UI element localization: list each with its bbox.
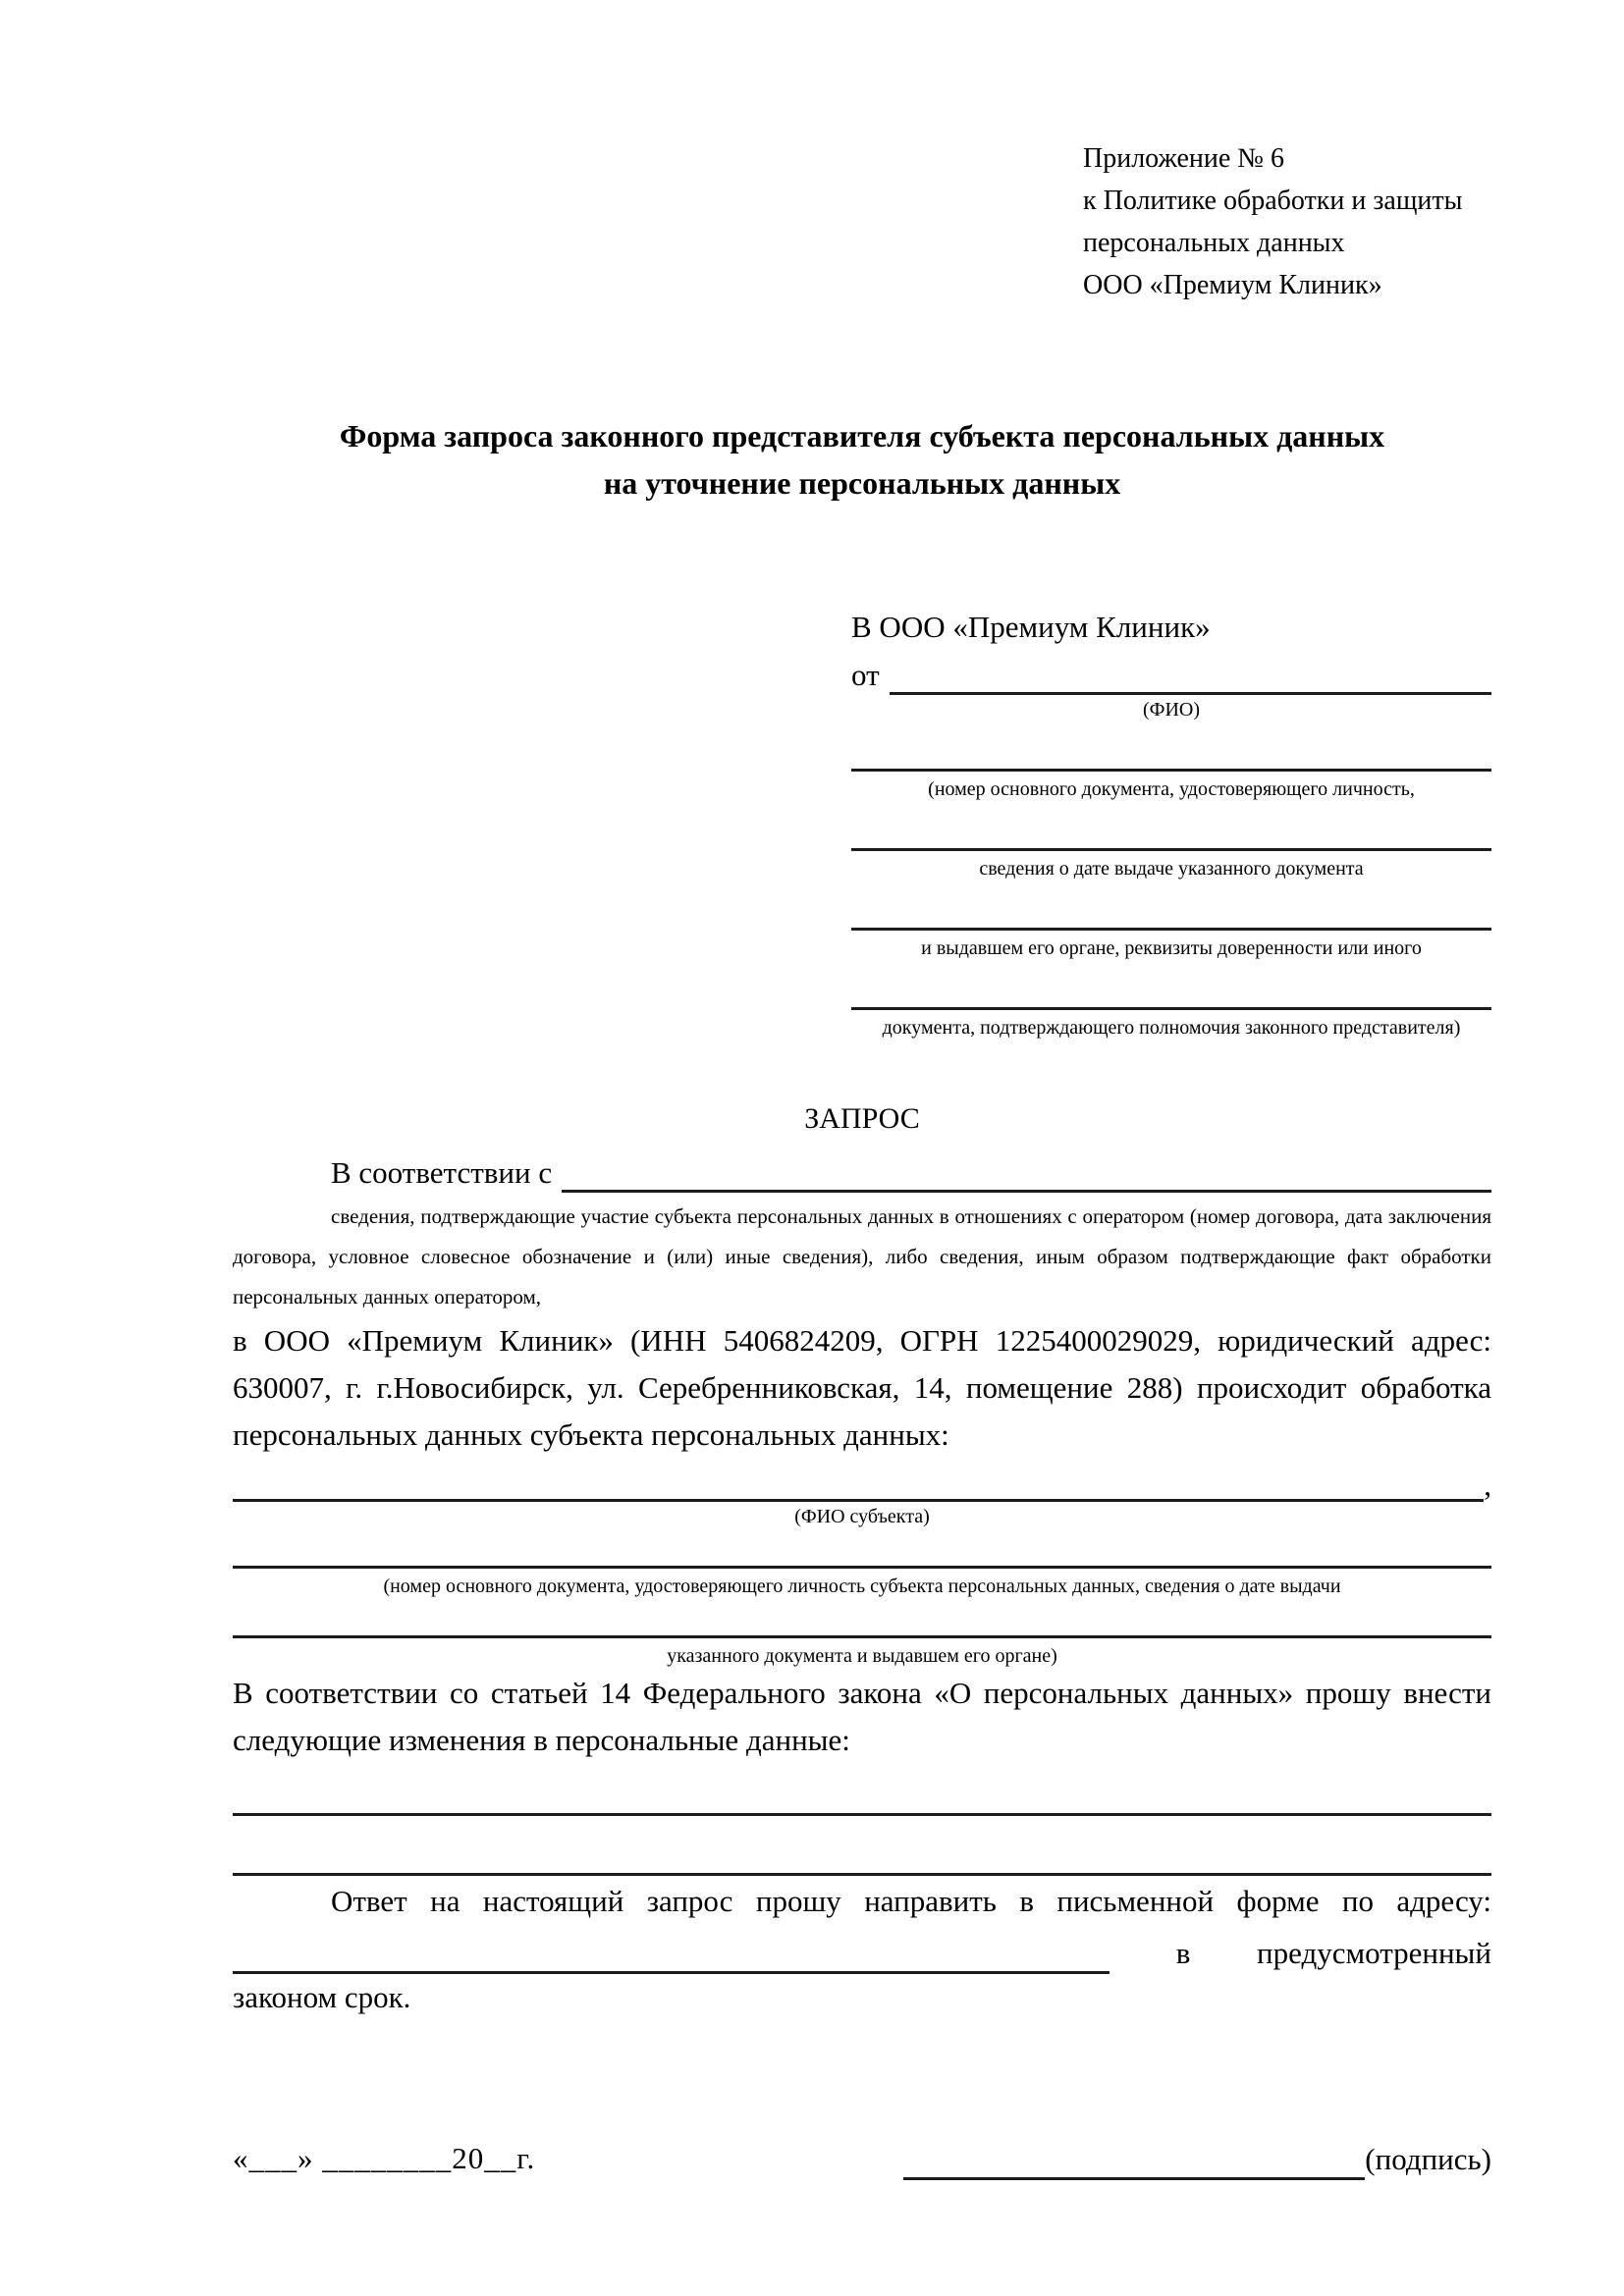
doc-number-field: [851, 747, 1491, 801]
subject-line-suffix: ,: [1484, 1468, 1491, 1502]
subject-fio-fill-line: [233, 1463, 1484, 1502]
answer-line-2: [233, 1925, 1491, 1974]
document-title-line: на уточнение персональных данных: [603, 465, 1121, 501]
annex-line: ООО «Премиум Клиник»: [1083, 270, 1382, 300]
fill-line: [851, 906, 1491, 931]
addressee-from-row: [851, 650, 1491, 695]
accordance-note: сведения, подтверждающие участие субъекта персональных данных в отношениях с оператором (номер договора, дата заключения договора, условное словесное обозначение и (или) иные сведения), либо сведения, иным образом подтверждающие факт обработки персональных данных оператором,: [233, 1204, 1491, 1308]
fill-line: [233, 1540, 1491, 1569]
from-label: от: [851, 658, 880, 692]
footer-row: [233, 2137, 1491, 2180]
signature-fill-line: [903, 2140, 1365, 2180]
subject-fio-row: [233, 1459, 1491, 1502]
changes-fill-line-1: [233, 1764, 1491, 1816]
fio-caption: (ФИО): [1142, 699, 1200, 721]
field-caption: указанного документа и выдавшем его органе): [667, 1645, 1057, 1667]
field-caption: (номер основного документа, удостоверяющего личность,: [928, 778, 1415, 800]
document-content: [233, 0, 1491, 2180]
subject-fio-caption: (ФИО субъекта): [794, 1506, 930, 1527]
annex-line: персональных данных: [1083, 228, 1345, 258]
accordance-row: [233, 1146, 1491, 1193]
fill-line: [851, 747, 1491, 772]
field-caption: документа, подтверждающего полномочия законного представителя): [882, 1017, 1461, 1039]
doc-issue-date-field: [851, 827, 1491, 881]
request-heading: ЗАПРОС: [804, 1102, 920, 1135]
addressee-block: [851, 605, 1491, 1040]
date-line: «___» ________20__г.: [233, 2141, 536, 2175]
answer-word-1: в: [1175, 1936, 1191, 1970]
doc-issuer-field: [851, 906, 1491, 960]
subject-doc-field-2: [233, 1610, 1491, 1668]
answer-word-2: предусмотренный: [1257, 1936, 1491, 1970]
annex-line: к Политике обработки и защиты: [1083, 186, 1463, 216]
signature-cell: [903, 2139, 1491, 2180]
fill-line: [851, 986, 1491, 1010]
answer-line-3: законом срок.: [233, 1980, 411, 2014]
from-fill-line: [890, 656, 1491, 695]
annex-header: [1083, 137, 1491, 306]
subject-doc-field-1: [233, 1540, 1491, 1598]
accordance-fill-line: [562, 1153, 1491, 1193]
document-title-line: Форма запроса законного представителя субъекта персональных данных: [339, 418, 1385, 454]
field-caption: и выдавшем его органе, реквизиты доверенности или иного: [921, 937, 1422, 959]
field-caption: сведения о дате выдаче указанного документа: [979, 858, 1364, 880]
operator-paragraph: в ООО «Премиум Клиник» (ИНН 5406824209, ОГРН 1225400029029, юридический адрес: 630007, г. г.Новосибирск, ул. Серебренниковская, 14, помещение 288) происходит обработка персональных данных субъекта персональных данных:: [233, 1323, 1491, 1452]
fill-line: [851, 827, 1491, 851]
signature-caption: (подпись): [1365, 2142, 1491, 2176]
changes-fill-line-2: [233, 1816, 1491, 1876]
annex-line: Приложение № 6: [1083, 143, 1284, 174]
address-fill-line: [233, 1934, 1110, 1974]
field-caption: (номер основного документа, удостоверяющего личность субъекта персональных данных, сведения о дате выдачи: [383, 1575, 1341, 1597]
addressee-to: В ООО «Премиум Клиник»: [851, 610, 1211, 644]
answer-line-1: Ответ на настоящий запрос прошу направить в письменной форме по адресу:: [331, 1884, 1491, 1918]
accordance-prefix: В соответствии с: [331, 1155, 553, 1190]
fill-line: [233, 1610, 1491, 1638]
article-paragraph: В соответствии со статьей 14 Федерального закона «О персональных данных» прошу внести следующие изменения в персональные данные:: [233, 1676, 1491, 1757]
document-title: [233, 412, 1491, 507]
doc-authority-field: [851, 986, 1491, 1040]
